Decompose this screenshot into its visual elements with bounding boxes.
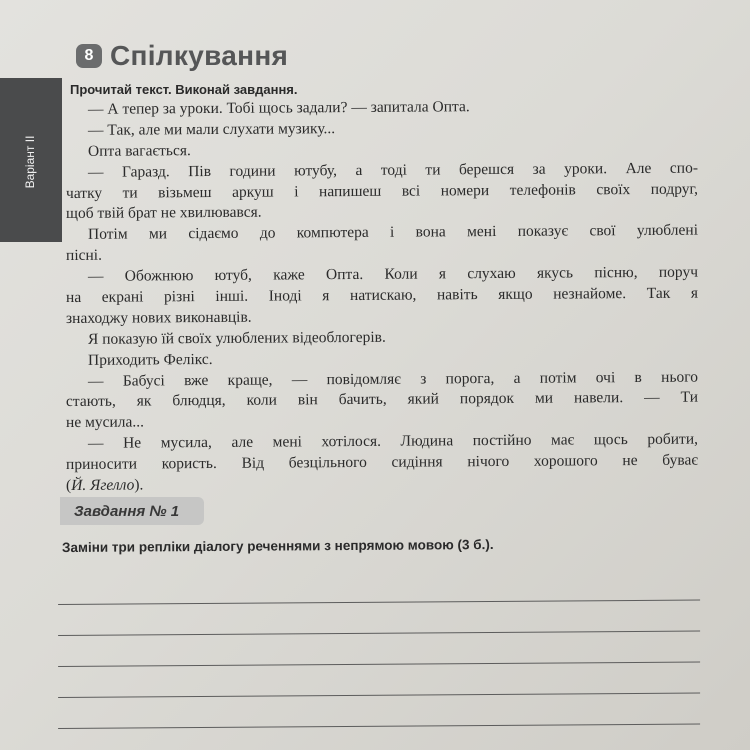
answer-line[interactable] — [58, 663, 700, 698]
answer-line[interactable] — [58, 632, 700, 667]
text-line: стають, як блюдця, коли він бачить, який порядок ми навели. — Ти — [65, 389, 699, 411]
paren-open: ( — [65, 476, 72, 495]
answer-line[interactable] — [58, 601, 700, 636]
text-line-author — [66, 472, 698, 497]
task-question: Заміни три репліки діалогу реченнями з непрямою мовою (3 б.). — [61, 536, 494, 555]
text-line: — Обожнюю ютуб, каже Опта. Коли я слухаю якусь пісню, поруч — [87, 263, 699, 285]
text-line: приносити користь. Від безцільного сидіння нічого хорошого не буває — [65, 451, 699, 474]
reading-text — [66, 100, 698, 497]
variant-label: Варіант II — [23, 135, 37, 189]
answer-line[interactable] — [58, 694, 700, 729]
text-line: Я показую їй своїх улюблених відеоблогерів. — [87, 328, 386, 348]
author-name: Й. Ягелло — [71, 476, 135, 494]
task-badge — [60, 497, 204, 525]
text-line: знаходжу нових виконавців. — [65, 308, 252, 327]
section-number-badge: 8 — [76, 44, 102, 68]
instruction-text: Прочитай текст. Виконай завдання. — [70, 82, 298, 97]
section-title: Спілкування — [110, 40, 289, 71]
text-line: — А тепер за уроки. Тобі щось задали? — запитала Опта. — [87, 98, 470, 118]
text-line: пісні. — [65, 246, 103, 265]
text-line: — Бабусі вже краще, — повідомляє з порога, а потім очі в нього — [87, 368, 699, 390]
paren-close: ). — [134, 476, 144, 494]
text-line: чатку ти візьмеш аркуш і напишеш всі номери телефонів своїх подруг, — [65, 180, 699, 202]
text-line: — Гаразд. Пів години ютубу, а тоді ти берешся за уроки. Але спо- — [87, 159, 699, 181]
text-line: Приходить Фелікс. — [87, 350, 213, 369]
section-header — [76, 40, 288, 72]
text-line: — Не мусила, але мені хотілося. Людина постійно має щось робити, — [87, 430, 699, 453]
text-line: на екрані різні інші. Іноді я натискаю, навіть якщо незнайоме. Так я — [65, 284, 699, 307]
answer-lines — [58, 574, 700, 729]
task-label: Завдання № 1 — [74, 502, 180, 520]
answer-line[interactable] — [58, 570, 700, 605]
text-line: Опта вагається. — [87, 141, 191, 160]
text-line: щоб твій брат не хвилювався. — [65, 204, 262, 223]
text-line: — Так, але ми мали слухати музику... — [87, 120, 336, 139]
text-line: не мусила... — [65, 413, 145, 432]
text-line: Потім ми сідаємо до компютера і вона мені показує свої улюблені — [87, 221, 699, 244]
